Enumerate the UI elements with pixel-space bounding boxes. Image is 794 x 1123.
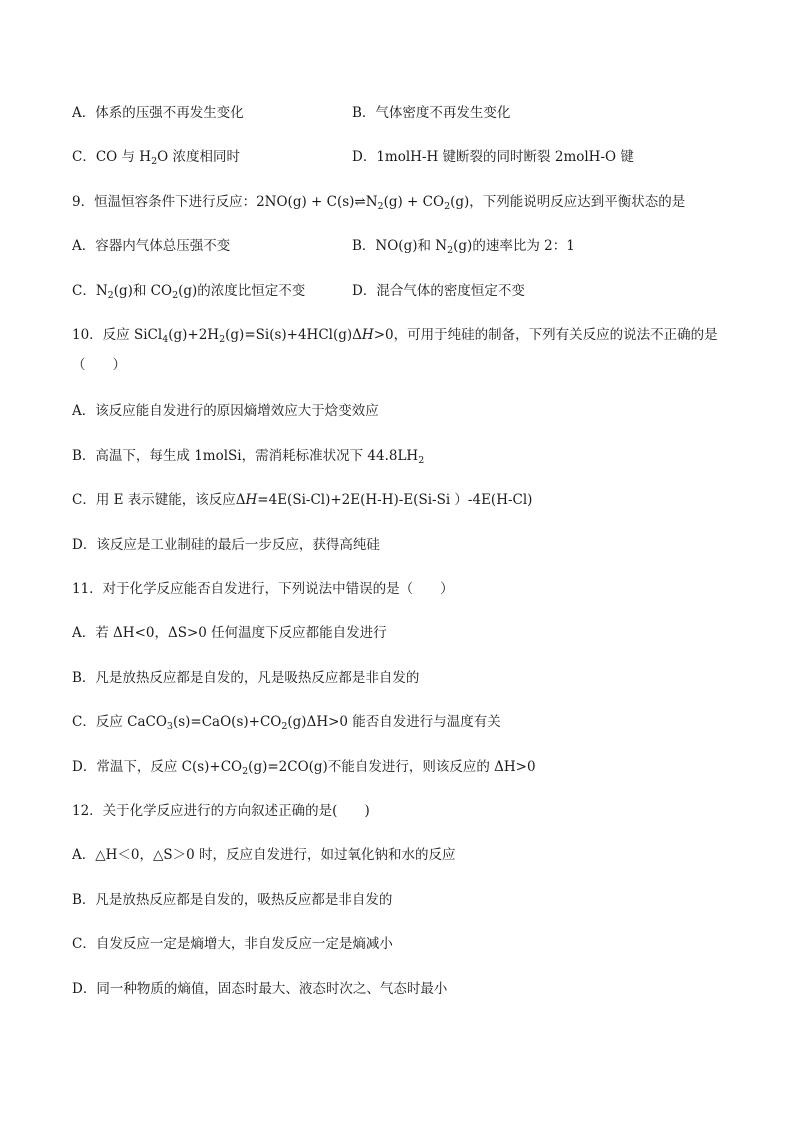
q9-stem: 9．恒温恒容条件下进行反应：$2NO(g) + C(s)\rightleftharpoons N_2(g) + CO_2(g)$，下列能说明反应达到平衡状态的是 bbox=[72, 194, 686, 212]
q8-option-b: B．气体密度不再发生变化 bbox=[352, 105, 511, 121]
q9-option-b: B．NO(g)和 $N_2(g)$的速率比为 2：1 bbox=[352, 238, 575, 256]
q8-option-a: A．体系的压强不再发生变化 bbox=[72, 105, 244, 121]
q10-option-a: A．该反应能自发进行的原因熵增效应大于焓变效应 bbox=[72, 403, 379, 419]
q11-option-b: B．凡是放热反应都是自发的，凡是吸热反应都是非自发的 bbox=[72, 670, 420, 686]
q9-option-a: A．容器内气体总压强不变 bbox=[72, 238, 231, 254]
q12-option-d: D．同一种物质的熵值，固态时最大、液态时次之、气态时最小 bbox=[72, 981, 448, 997]
q10-option-b: B．高温下，每生成 1molSi，需消耗标准状况下 $44.8LH_2$ bbox=[72, 448, 425, 466]
q10-option-d: D．该反应是工业制硅的最后一步反应，获得高纯硅 bbox=[72, 537, 380, 553]
q11-option-d: D．常温下，反应 $C(s)+CO_2(g)=2CO(g)$不能自发进行，则该反应的 ΔH>0 bbox=[72, 759, 536, 777]
q11-option-a: A．若 ΔH<0，ΔS>0 任何温度下反应都能自发进行 bbox=[72, 625, 387, 641]
q9-option-c: C．$N_2(g)$和 $CO_2(g)$的浓度比恒定不变 bbox=[72, 283, 306, 301]
q8-option-d: D．1molH-H 键断裂的同时断裂 2molH-O 键 bbox=[352, 149, 634, 165]
q12-option-b: B．凡是放热反应都是自发的，吸热反应都是非自发的 bbox=[72, 892, 393, 908]
q10-stem: 10．反应 $SiCl_4(g)+2H_2(g)=Si(s)+4HCl(g)\Delta H>0$，可用于纯硅的制备，下列有关反应的说法不正确的是 bbox=[72, 327, 718, 345]
q12-option-c: C．自发反应一定是熵增大，非自发反应一定是熵减小 bbox=[72, 936, 393, 952]
q10-answer-blank: （ ） bbox=[72, 357, 126, 373]
q11-stem: 11．对于化学反应能否自发进行，下列说法中错误的是（ ） bbox=[72, 581, 454, 597]
q11-option-c: C．反应 $CaCO_3(s)=CaO(s)+CO_2(g)\Delta H>0$ 能否自发进行与温度有关 bbox=[72, 714, 501, 732]
q9-option-d: D．混合气体的密度恒定不变 bbox=[352, 283, 525, 299]
q12-option-a: A．△H＜0，△S＞0 时，反应自发进行，如过氧化钠和水的反应 bbox=[72, 847, 456, 863]
q8-option-c: C．CO 与 $H_2O$ 浓度相同时 bbox=[72, 149, 240, 167]
q10-option-c: C．用 E 表示键能，该反应ΔH=4E(Si-Cl)+2E(H-H)-E(Si-Si ）-4E(H-Cl) bbox=[72, 492, 533, 508]
q12-stem: 12．关于化学反应进行的方向叙述正确的是( ) bbox=[72, 803, 370, 819]
